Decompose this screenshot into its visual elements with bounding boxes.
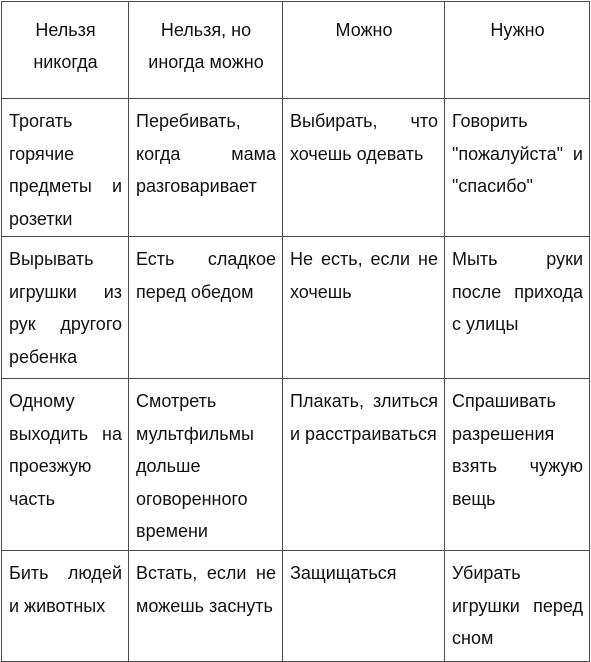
table-cell: Плакать, злиться и расстраиваться [283,379,445,551]
table-row [2,99,590,237]
table-cell: Говорить "пожалуйста" и "спасибо" [445,99,590,237]
table-cell: Одному выходить на проезжую часть [2,379,129,551]
table-cell: Смотреть мультфильмы дольше оговоренного времени [129,379,283,551]
header-allowed: Можно [283,2,445,99]
table-cell: Встать, если не можешь заснуть [129,551,283,662]
header-never: Нельзя никогда [2,2,129,99]
header-required: Нужно [445,2,590,99]
header-sometimes: Нельзя, но иногда можно [129,2,283,99]
table-cell: Перебивать, когда мама разговаривает [129,99,283,237]
table-row [2,237,590,379]
table-row [2,379,590,551]
table-cell: Спрашивать разрешения взять чужую вещь [445,379,590,551]
table-cell: Есть сладкое перед обедом [129,237,283,379]
table-cell: Выбирать, что хочешь одевать [283,99,445,237]
table-cell: Мыть руки после прихода с улицы [445,237,590,379]
table-cell: Трогать горячие предметы и розетки [2,99,129,237]
table-row [2,551,590,662]
table-cell: Вырывать игрушки из рук другого ребенка [2,237,129,379]
rules-table [1,1,590,662]
table-cell: Защищаться [283,551,445,662]
header-row [2,2,590,99]
table-cell: Не есть, если не хочешь [283,237,445,379]
table-cell: Бить людей и животных [2,551,129,662]
table-cell: Убирать игрушки перед сном [445,551,590,662]
